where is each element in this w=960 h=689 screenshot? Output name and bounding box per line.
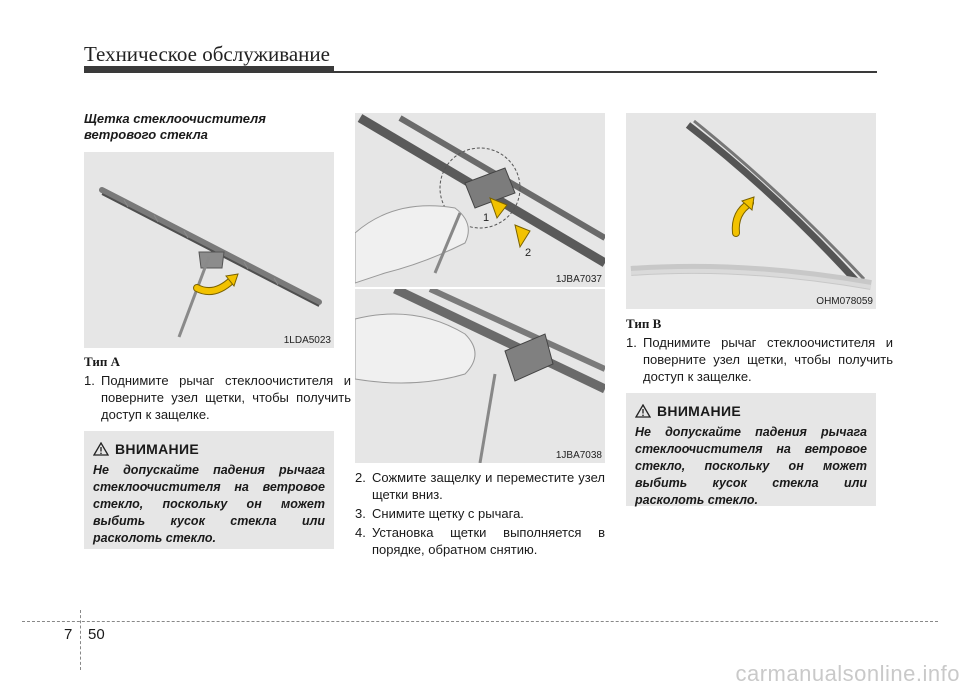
- header-rule-thin: [334, 71, 877, 73]
- type-a-step-1: [84, 372, 351, 423]
- wiper-type-b-illustration: [626, 113, 876, 309]
- warning-triangle-icon: [93, 442, 109, 456]
- step-text: Установка щетки выполняется в порядке, обратном снятию.: [372, 525, 605, 557]
- type-a-heading: Тип А: [84, 354, 120, 369]
- step-3: [355, 505, 605, 522]
- step-4: [355, 524, 605, 558]
- header-rule-thick: [84, 66, 334, 73]
- warning-text: Не допускайте падения рычага стеклоочистителя на ветровое стекло, поскольку он может выбить кусок стекла или расколоть стекло.: [635, 425, 867, 507]
- warning-box-left: [84, 431, 334, 549]
- figure-wiper-type-b: [626, 113, 876, 309]
- step-text: Снимите щетку с рычага.: [372, 506, 524, 521]
- figure-code: 1JBA7038: [555, 450, 602, 461]
- step-number: 3.: [355, 506, 366, 521]
- page-number: 50: [88, 626, 105, 643]
- callout-2: 2: [525, 247, 532, 259]
- type-b-heading: Тип В: [626, 316, 662, 331]
- warning-box-right: [626, 393, 876, 506]
- warning-header: [93, 441, 325, 457]
- footer-vertical-rule: [80, 610, 81, 670]
- figure-wiper-type-a: [84, 152, 334, 348]
- step-text: Поднимите рычаг стеклоочистителя и поверните узел щетки, чтобы получить доступ к защелке.: [643, 335, 893, 384]
- callout-1: 1: [483, 212, 490, 224]
- wiper-clip-illustration: [355, 113, 605, 287]
- type-b-step-1: [626, 334, 893, 385]
- watermark: carmanualsonline.info: [735, 661, 960, 686]
- warning-triangle-icon: [635, 404, 651, 418]
- step-number: 4.: [355, 525, 366, 540]
- figure-code: 1JBA7037: [555, 274, 602, 285]
- page-header-title: Техническое обслуживание: [84, 42, 330, 66]
- step-number: 2.: [355, 470, 366, 485]
- step-text: Поднимите рычаг стеклоочистителя и поверните узел щетки, чтобы получить доступ к защелке.: [101, 373, 351, 422]
- wiper-remove-illustration: [355, 289, 605, 463]
- footer-rule: [22, 621, 938, 622]
- warning-header: [635, 403, 867, 419]
- warning-text: Не допускайте падения рычага стеклоочистителя на ветровое стекло, поскольку он может выбить кусок стекла или расколоть стекло.: [93, 463, 325, 545]
- warning-title: ВНИМАНИЕ: [657, 403, 741, 419]
- step-2: [355, 469, 605, 503]
- warning-title: ВНИМАНИЕ: [115, 441, 199, 457]
- figure-wiper-remove: [355, 289, 605, 463]
- figure-wiper-release-clip: [355, 113, 605, 287]
- section-title: Щетка стеклоочистителя ветрового стекла: [84, 111, 266, 142]
- step-number: 1.: [84, 373, 95, 388]
- figure-code: OHM078059: [816, 296, 873, 307]
- figure-code: 1LDA5023: [283, 335, 331, 346]
- middle-steps: [355, 469, 605, 558]
- step-number: 1.: [626, 335, 637, 350]
- wiper-blade-illustration: [84, 152, 334, 348]
- page-chapter-number: 7: [64, 626, 73, 643]
- step-text: Сожмите защелку и переместите узел щетки вниз.: [372, 470, 605, 502]
